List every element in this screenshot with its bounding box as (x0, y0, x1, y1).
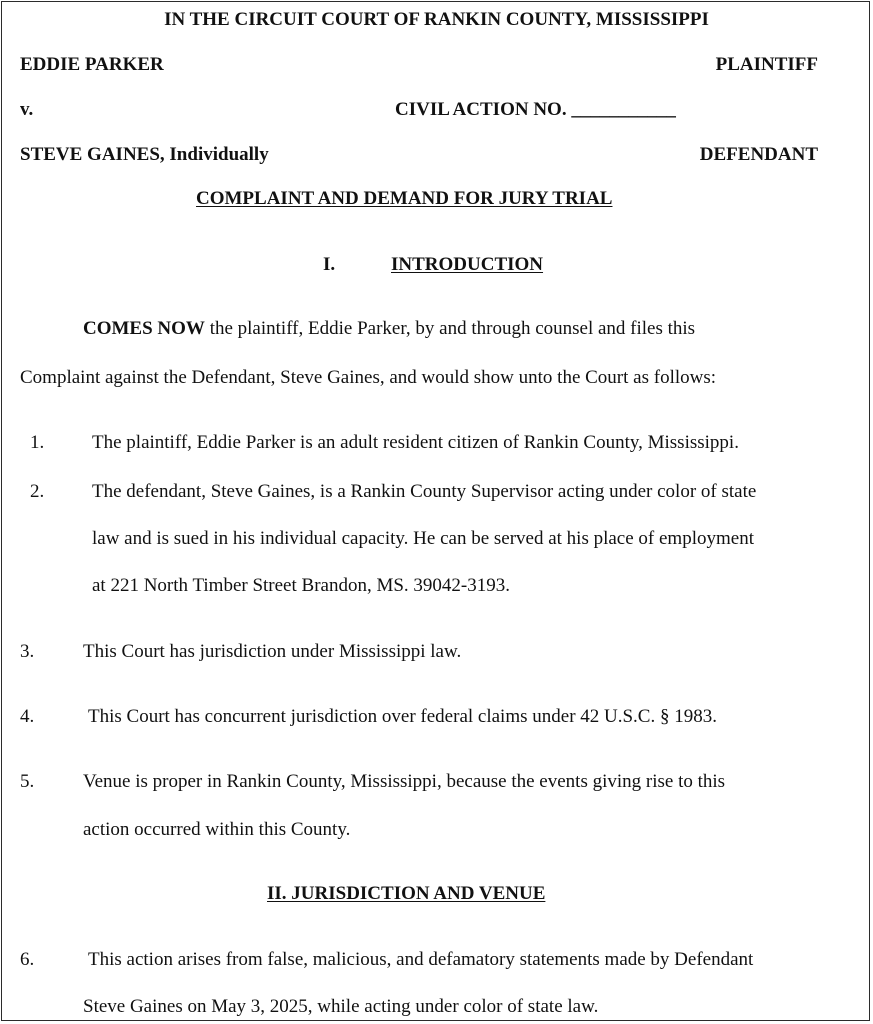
paragraph-3-line-1: This Court has jurisdiction under Mississippi law. (83, 641, 462, 662)
paragraph-1-line-1: The plaintiff, Eddie Parker is an adult resident citizen of Rankin County, Mississippi. (92, 432, 739, 453)
paragraph-4-line-1: This Court has concurrent jurisdiction over federal claims under 42 U.S.C. § 1983. (88, 706, 717, 727)
civil-action-number: CIVIL ACTION NO. ___________ (395, 99, 676, 120)
paragraph-3-number: 3. (20, 641, 35, 662)
defendant-role: DEFENDANT (699, 144, 818, 165)
paragraph-4-number: 4. (20, 706, 35, 727)
intro-lead: COMES NOW (83, 318, 205, 339)
paragraph-6-number: 6. (20, 949, 35, 970)
intro-line-1-rest: the plaintiff, Eddie Parker, by and through counsel and files this (204, 318, 696, 339)
paragraph-2-line-1: The defendant, Steve Gaines, is a Rankin County Supervisor acting under color of state (92, 481, 757, 502)
section-1-number: I. (323, 254, 336, 275)
intro-line-2: Complaint against the Defendant, Steve Gaines, and would show unto the Court as follows: (20, 367, 717, 388)
paragraph-6-line-1: This action arises from false, malicious, and defamatory statements made by Defendant (88, 949, 754, 970)
plaintiff-role: PLAINTIFF (715, 54, 818, 75)
paragraph-5-line-1: Venue is proper in Rankin County, Mississippi, because the events giving rise to this (83, 771, 726, 792)
versus-label: v. (20, 99, 34, 120)
section-2-title: II. JURISDICTION AND VENUE (267, 883, 546, 904)
section-1-title: INTRODUCTION (391, 254, 544, 275)
paragraph-5-number: 5. (20, 771, 35, 792)
paragraph-5-line-2: action occurred within this County. (83, 819, 351, 840)
paragraph-2-line-3: at 221 North Timber Street Brandon, MS. 39042-3193. (92, 575, 510, 596)
paragraph-6-line-2: Steve Gaines on May 3, 2025, while acting under color of state law. (83, 996, 599, 1017)
paragraph-2-line-2: law and is sued in his individual capacity. He can be served at his place of employment (92, 528, 754, 549)
intro-line-1 (83, 318, 695, 340)
plaintiff-name: EDDIE PARKER (20, 54, 164, 75)
document-title: COMPLAINT AND DEMAND FOR JURY TRIAL (196, 188, 613, 209)
defendant-name: STEVE GAINES, Individually (20, 144, 269, 165)
paragraph-1-number: 1. (30, 432, 45, 453)
court-heading: IN THE CIRCUIT COURT OF RANKIN COUNTY, MISSISSIPPI (164, 9, 709, 30)
paragraph-2-number: 2. (30, 481, 45, 502)
